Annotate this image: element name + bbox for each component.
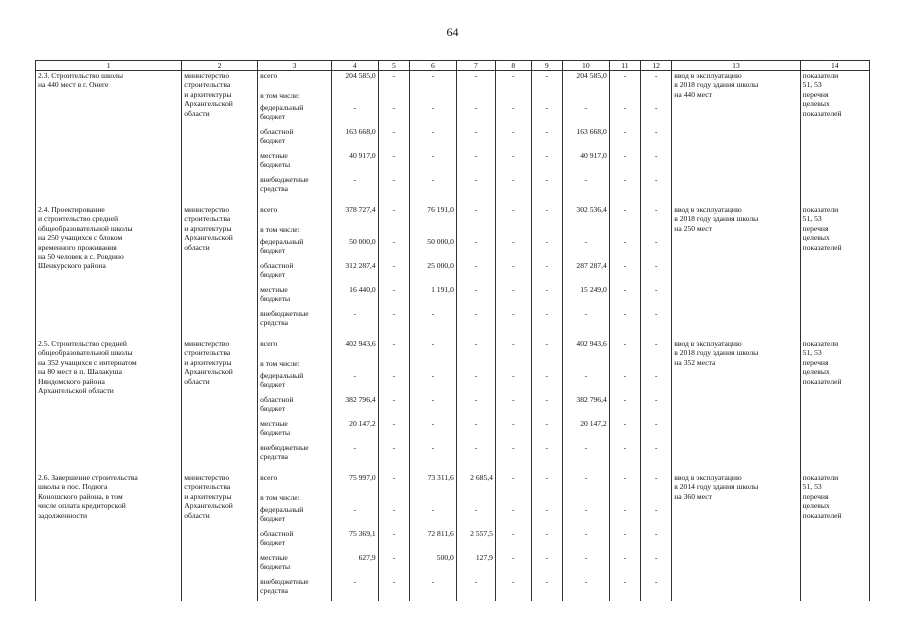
funding-value: - (531, 529, 562, 553)
funding-value: - (495, 205, 531, 225)
funding-value: - (378, 339, 409, 359)
table-row (36, 205, 870, 225)
funding-value: - (641, 151, 672, 175)
funding-value: - (409, 151, 456, 175)
table-row (36, 473, 870, 493)
column-number: 1 (36, 61, 182, 71)
funding-value: - (641, 261, 672, 285)
funding-value: - (456, 577, 495, 601)
funding-value: - (456, 71, 495, 92)
funding-value: 402 943,6 (562, 339, 609, 359)
funding-value: - (562, 577, 609, 601)
page-number: 64 (446, 25, 459, 39)
funding-value: - (531, 127, 562, 151)
funding-value: - (495, 151, 531, 175)
funding-value: 312 287,4 (331, 261, 378, 285)
funding-value (562, 359, 609, 371)
funding-value: - (378, 261, 409, 285)
funding-value: 204 585,0 (331, 71, 378, 92)
expected-result: ввод в эксплуатацию в 2014 году здания школы на 360 мест (672, 473, 800, 601)
executor-name: министерство строительства и архитектуры Архангельской области (182, 205, 258, 339)
funding-source-label: местные бюджеты (258, 151, 332, 175)
funding-value: - (409, 339, 456, 359)
funding-value: - (378, 205, 409, 225)
funding-value: - (456, 127, 495, 151)
funding-value: - (456, 103, 495, 127)
expected-result: ввод в эксплуатацию в 2018 году здания школы на 440 мест (672, 71, 800, 206)
funding-value: - (378, 285, 409, 309)
funding-value: - (531, 205, 562, 225)
funding-value (378, 91, 409, 103)
funding-value: - (409, 443, 456, 473)
funding-value: - (531, 71, 562, 92)
activity-name: 2.3. Строительство школы на 440 мест в г. Онеге (36, 71, 182, 206)
funding-value: - (495, 419, 531, 443)
funding-value: - (378, 151, 409, 175)
funding-value: - (331, 175, 378, 205)
funding-value (331, 91, 378, 103)
funding-value (409, 359, 456, 371)
program-table (35, 60, 870, 601)
funding-value: - (456, 261, 495, 285)
funding-value: - (378, 577, 409, 601)
funding-value: 50 000,0 (331, 237, 378, 261)
funding-value: - (531, 151, 562, 175)
funding-value: - (331, 103, 378, 127)
funding-value: - (562, 309, 609, 339)
column-number: 13 (672, 61, 800, 71)
funding-value: 16 440,0 (331, 285, 378, 309)
column-number: 5 (378, 61, 409, 71)
funding-value (531, 359, 562, 371)
funding-value: - (531, 371, 562, 395)
funding-source-label: в том числе: (258, 225, 332, 237)
funding-source-label: федеральный бюджет (258, 237, 332, 261)
funding-value: - (456, 419, 495, 443)
funding-value: - (409, 309, 456, 339)
activity-name: 2.5. Строительство средней общеобразовательной школы на 352 учащихся с интернатом на 80 мест в п. Шалакуша Няндомского района Архангельской области (36, 339, 182, 473)
column-number: 9 (531, 61, 562, 71)
funding-value: - (641, 71, 672, 92)
funding-source-label: внебюджетные средства (258, 309, 332, 339)
column-number-row (36, 61, 870, 71)
funding-value: - (562, 443, 609, 473)
funding-value: - (495, 237, 531, 261)
funding-value: - (409, 371, 456, 395)
funding-value: 378 727,4 (331, 205, 378, 225)
funding-source-label: областной бюджет (258, 395, 332, 419)
funding-value: - (495, 443, 531, 473)
funding-value: - (456, 371, 495, 395)
funding-value: - (378, 529, 409, 553)
funding-value: - (456, 237, 495, 261)
funding-value (456, 493, 495, 505)
column-number: 2 (182, 61, 258, 71)
funding-value: - (531, 473, 562, 493)
funding-value: - (409, 419, 456, 443)
funding-source-label: в том числе: (258, 91, 332, 103)
funding-value: - (531, 261, 562, 285)
funding-value: 40 917,0 (562, 151, 609, 175)
funding-value: - (531, 577, 562, 601)
executor-name: министерство строительства и архитектуры Архангельской области (182, 339, 258, 473)
funding-value (331, 225, 378, 237)
funding-value: - (609, 339, 640, 359)
funding-value: - (609, 103, 640, 127)
funding-value: - (609, 443, 640, 473)
funding-value: - (641, 205, 672, 225)
funding-value: - (609, 371, 640, 395)
funding-value (409, 225, 456, 237)
funding-value: - (609, 205, 640, 225)
funding-value: 127,9 (456, 553, 495, 577)
funding-value: 2 557,5 (456, 529, 495, 553)
funding-value: - (331, 505, 378, 529)
funding-value (495, 91, 531, 103)
funding-value: - (378, 443, 409, 473)
funding-value (331, 493, 378, 505)
funding-value: - (531, 103, 562, 127)
funding-value: - (641, 577, 672, 601)
funding-value: - (456, 151, 495, 175)
funding-value: - (495, 553, 531, 577)
funding-value: - (495, 103, 531, 127)
funding-source-label: внебюджетные средства (258, 175, 332, 205)
funding-value: - (378, 473, 409, 493)
funding-value: - (378, 127, 409, 151)
funding-value: - (456, 205, 495, 225)
funding-value (562, 225, 609, 237)
funding-value (641, 493, 672, 505)
funding-value: - (562, 103, 609, 127)
funding-value (456, 91, 495, 103)
funding-value: - (495, 339, 531, 359)
funding-source-label: федеральный бюджет (258, 103, 332, 127)
funding-value: - (641, 237, 672, 261)
funding-value: - (609, 473, 640, 493)
funding-value: - (409, 103, 456, 127)
funding-value (495, 359, 531, 371)
table-row (36, 339, 870, 359)
funding-source-label: внебюджетные средства (258, 577, 332, 601)
funding-value: - (378, 505, 409, 529)
funding-value: - (495, 261, 531, 285)
funding-source-label: областной бюджет (258, 529, 332, 553)
funding-source-label: областной бюджет (258, 261, 332, 285)
funding-source-label: всего (258, 473, 332, 493)
funding-value: - (609, 261, 640, 285)
funding-value: - (495, 71, 531, 92)
column-number: 3 (258, 61, 332, 71)
funding-value: - (609, 553, 640, 577)
funding-value: - (641, 339, 672, 359)
column-number: 6 (409, 61, 456, 71)
funding-value: - (609, 127, 640, 151)
column-number: 8 (495, 61, 531, 71)
funding-value: 163 668,0 (331, 127, 378, 151)
funding-value: - (609, 285, 640, 309)
funding-value: - (378, 553, 409, 577)
funding-value: - (609, 395, 640, 419)
funding-value: - (456, 505, 495, 529)
funding-value: - (378, 71, 409, 92)
funding-value (456, 359, 495, 371)
funding-value: - (409, 505, 456, 529)
funding-value: - (609, 505, 640, 529)
funding-value: - (456, 285, 495, 309)
funding-value: 627,9 (331, 553, 378, 577)
funding-value: - (641, 443, 672, 473)
funding-value (531, 225, 562, 237)
funding-value (409, 91, 456, 103)
funding-value (641, 225, 672, 237)
funding-value: 1 191,0 (409, 285, 456, 309)
funding-value: - (641, 419, 672, 443)
activity-name: 2.4. Проектирование и строительство средней общеобразовательной школы на 250 учащихся с блоком временного проживания на 50 человек в с. Ровдино Шенкурского района (36, 205, 182, 339)
funding-value: - (495, 175, 531, 205)
funding-source-label: федеральный бюджет (258, 505, 332, 529)
target-indicators: показатели 51, 53 перечня целевых показателей (800, 473, 869, 601)
funding-source-label: местные бюджеты (258, 553, 332, 577)
funding-value (562, 493, 609, 505)
funding-value: 163 668,0 (562, 127, 609, 151)
funding-value: 75 369,1 (331, 529, 378, 553)
funding-value (409, 493, 456, 505)
funding-value: - (495, 473, 531, 493)
funding-value (531, 493, 562, 505)
funding-value: - (456, 395, 495, 419)
funding-value: - (409, 71, 456, 92)
funding-value: - (531, 175, 562, 205)
funding-value: 287 287,4 (562, 261, 609, 285)
funding-value: - (331, 309, 378, 339)
funding-value: 302 536,4 (562, 205, 609, 225)
funding-value: 50 000,0 (409, 237, 456, 261)
funding-value: - (495, 127, 531, 151)
funding-value: - (378, 103, 409, 127)
funding-value: - (641, 127, 672, 151)
funding-source-label: областной бюджет (258, 127, 332, 151)
funding-value: - (456, 443, 495, 473)
funding-value (562, 91, 609, 103)
funding-source-label: в том числе: (258, 493, 332, 505)
funding-value: - (531, 339, 562, 359)
funding-source-label: всего (258, 71, 332, 92)
funding-value: - (409, 577, 456, 601)
funding-value: - (378, 419, 409, 443)
funding-value: - (562, 473, 609, 493)
funding-value: 20 147,2 (331, 419, 378, 443)
target-indicators: показатели 51, 53 перечня целевых показателей (800, 205, 869, 339)
funding-value: - (456, 175, 495, 205)
funding-source-label: в том числе: (258, 359, 332, 371)
funding-value: - (641, 473, 672, 493)
funding-value: - (495, 309, 531, 339)
funding-value (378, 493, 409, 505)
funding-value (456, 225, 495, 237)
funding-source-label: местные бюджеты (258, 419, 332, 443)
funding-value: - (331, 443, 378, 473)
funding-value: - (531, 237, 562, 261)
funding-value (609, 91, 640, 103)
funding-value: - (495, 577, 531, 601)
funding-value: - (562, 505, 609, 529)
funding-value: - (456, 339, 495, 359)
funding-value: - (409, 175, 456, 205)
funding-value: - (331, 577, 378, 601)
funding-value: - (562, 371, 609, 395)
funding-value: - (495, 505, 531, 529)
funding-value: - (531, 285, 562, 309)
funding-value: - (641, 553, 672, 577)
funding-value: - (609, 151, 640, 175)
column-number: 14 (800, 61, 869, 71)
funding-value: - (456, 309, 495, 339)
funding-value: - (531, 419, 562, 443)
funding-value: 382 796,4 (331, 395, 378, 419)
funding-source-label: всего (258, 339, 332, 359)
funding-value (641, 91, 672, 103)
column-number: 4 (331, 61, 378, 71)
activity-name: 2.6. Завершение строительства школы в пос. Подюга Коношского района, в том числе оплата кредиторской задолженности (36, 473, 182, 601)
funding-value (495, 493, 531, 505)
funding-value: - (378, 309, 409, 339)
funding-value: - (531, 505, 562, 529)
funding-value: - (495, 285, 531, 309)
funding-value: 72 811,6 (409, 529, 456, 553)
funding-value: - (641, 103, 672, 127)
funding-value: - (641, 529, 672, 553)
column-number: 7 (456, 61, 495, 71)
funding-source-label: всего (258, 205, 332, 225)
target-indicators: показатели 51, 53 перечня целевых показателей (800, 339, 869, 473)
executor-name: министерство строительства и архитектуры Архангельской области (182, 473, 258, 601)
funding-value: 15 249,0 (562, 285, 609, 309)
funding-value: - (378, 395, 409, 419)
funding-value: 402 943,6 (331, 339, 378, 359)
funding-value: - (378, 175, 409, 205)
funding-value: - (641, 371, 672, 395)
table-row (36, 71, 870, 92)
funding-value: - (495, 395, 531, 419)
funding-value (331, 359, 378, 371)
funding-value: - (531, 309, 562, 339)
column-number: 12 (641, 61, 672, 71)
target-indicators: показатели 51, 53 перечня целевых показателей (800, 71, 869, 206)
funding-value: - (609, 175, 640, 205)
funding-value: - (409, 127, 456, 151)
funding-value: - (609, 529, 640, 553)
funding-value: 40 917,0 (331, 151, 378, 175)
funding-value: - (409, 395, 456, 419)
funding-value: 204 585,0 (562, 71, 609, 92)
funding-source-label: внебюджетные средства (258, 443, 332, 473)
funding-value (378, 359, 409, 371)
expected-result: ввод в эксплуатацию в 2018 году здания школы на 352 места (672, 339, 800, 473)
funding-value: - (562, 237, 609, 261)
funding-value: - (641, 285, 672, 309)
funding-source-label: местные бюджеты (258, 285, 332, 309)
funding-value (641, 359, 672, 371)
executor-name: министерство строительства и архитектуры Архангельской области (182, 71, 258, 206)
funding-value: - (531, 395, 562, 419)
funding-value: 75 997,0 (331, 473, 378, 493)
funding-value: - (641, 309, 672, 339)
expected-result: ввод в эксплуатацию в 2018 году здания школы на 250 мест (672, 205, 800, 339)
funding-source-label: федеральный бюджет (258, 371, 332, 395)
funding-value: - (531, 553, 562, 577)
funding-value: - (562, 175, 609, 205)
funding-value: - (641, 175, 672, 205)
funding-value (495, 225, 531, 237)
funding-value (531, 91, 562, 103)
funding-value: - (495, 371, 531, 395)
funding-value: 2 685,4 (456, 473, 495, 493)
funding-value: 76 191,0 (409, 205, 456, 225)
funding-value: - (562, 553, 609, 577)
funding-value: - (641, 395, 672, 419)
column-number: 10 (562, 61, 609, 71)
funding-value: 382 796,4 (562, 395, 609, 419)
funding-value: 500,0 (409, 553, 456, 577)
funding-value: - (531, 443, 562, 473)
funding-value (609, 225, 640, 237)
funding-value (609, 493, 640, 505)
funding-value: - (609, 419, 640, 443)
funding-value: - (495, 529, 531, 553)
funding-value (378, 225, 409, 237)
funding-value: - (331, 371, 378, 395)
funding-value: - (378, 237, 409, 261)
funding-value: 25 000,0 (409, 261, 456, 285)
funding-value: - (641, 505, 672, 529)
funding-value: - (609, 237, 640, 261)
funding-value: - (378, 371, 409, 395)
funding-value: - (609, 577, 640, 601)
funding-value: - (609, 309, 640, 339)
funding-value: - (609, 71, 640, 92)
funding-value: 20 147,2 (562, 419, 609, 443)
funding-value: - (562, 529, 609, 553)
funding-value: 73 311,6 (409, 473, 456, 493)
funding-value (609, 359, 640, 371)
column-number: 11 (609, 61, 640, 71)
